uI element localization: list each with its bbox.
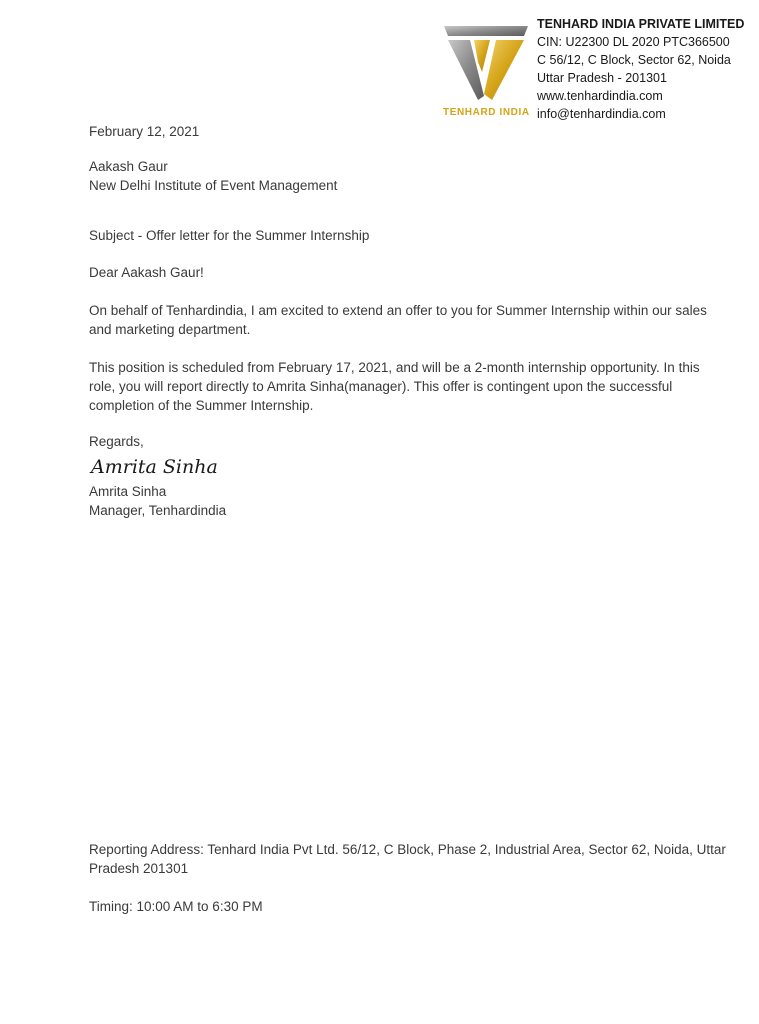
letter-date: February 12, 2021 bbox=[89, 124, 200, 139]
signer-name: Amrita Sinha bbox=[89, 484, 167, 499]
letter-subject: Subject - Offer letter for the Summer Internship bbox=[89, 228, 370, 243]
office-timing: Timing: 10:00 AM to 6:30 PM bbox=[89, 899, 263, 914]
company-name: TENHARD INDIA PRIVATE LIMITED bbox=[537, 17, 745, 31]
company-email: info@tenhardindia.com bbox=[537, 107, 666, 121]
company-cin: CIN: U22300 DL 2020 PTC366500 bbox=[537, 35, 730, 49]
signer-title: Manager, Tenhardindia bbox=[89, 503, 227, 518]
recipient-name: Aakash Gaur bbox=[89, 159, 168, 174]
reporting-address: Reporting Address: Tenhard India Pvt Ltd. 56/12, C Block, Phase 2, Industrial Area, Sector 62, Noida, Uttar Pradesh 201301 bbox=[89, 842, 726, 876]
recipient-org: New Delhi Institute of Event Management bbox=[89, 178, 338, 193]
company-address-line1: C 56/12, C Block, Sector 62, Noida bbox=[537, 53, 731, 67]
letter-paragraph-1: On behalf of Tenhardindia, I am excited to extend an offer to you for Summer Internship within our sales and marketing department. bbox=[89, 303, 707, 337]
company-website: www.tenhardindia.com bbox=[537, 89, 663, 103]
letter-closing: Regards, bbox=[89, 434, 144, 449]
signer-block bbox=[89, 482, 226, 520]
letter-paragraph-2: This position is scheduled from February 17, 2021, and will be a 2-month internship opportunity. In this role, you will report directly to Amrita Sinha(manager). This offer is contingent upon the successful completion of the Summer Internship. bbox=[89, 360, 700, 413]
logo-caption: TENHARD INDIA bbox=[443, 107, 530, 118]
company-address-line2: Uttar Pradesh - 201301 bbox=[537, 71, 667, 85]
recipient-block bbox=[89, 157, 337, 195]
company-logo-icon bbox=[440, 22, 532, 120]
letter-salutation: Dear Aakash Gaur! bbox=[89, 265, 204, 280]
signature-text: Amrita Sinha bbox=[91, 456, 218, 478]
company-details bbox=[537, 15, 744, 123]
